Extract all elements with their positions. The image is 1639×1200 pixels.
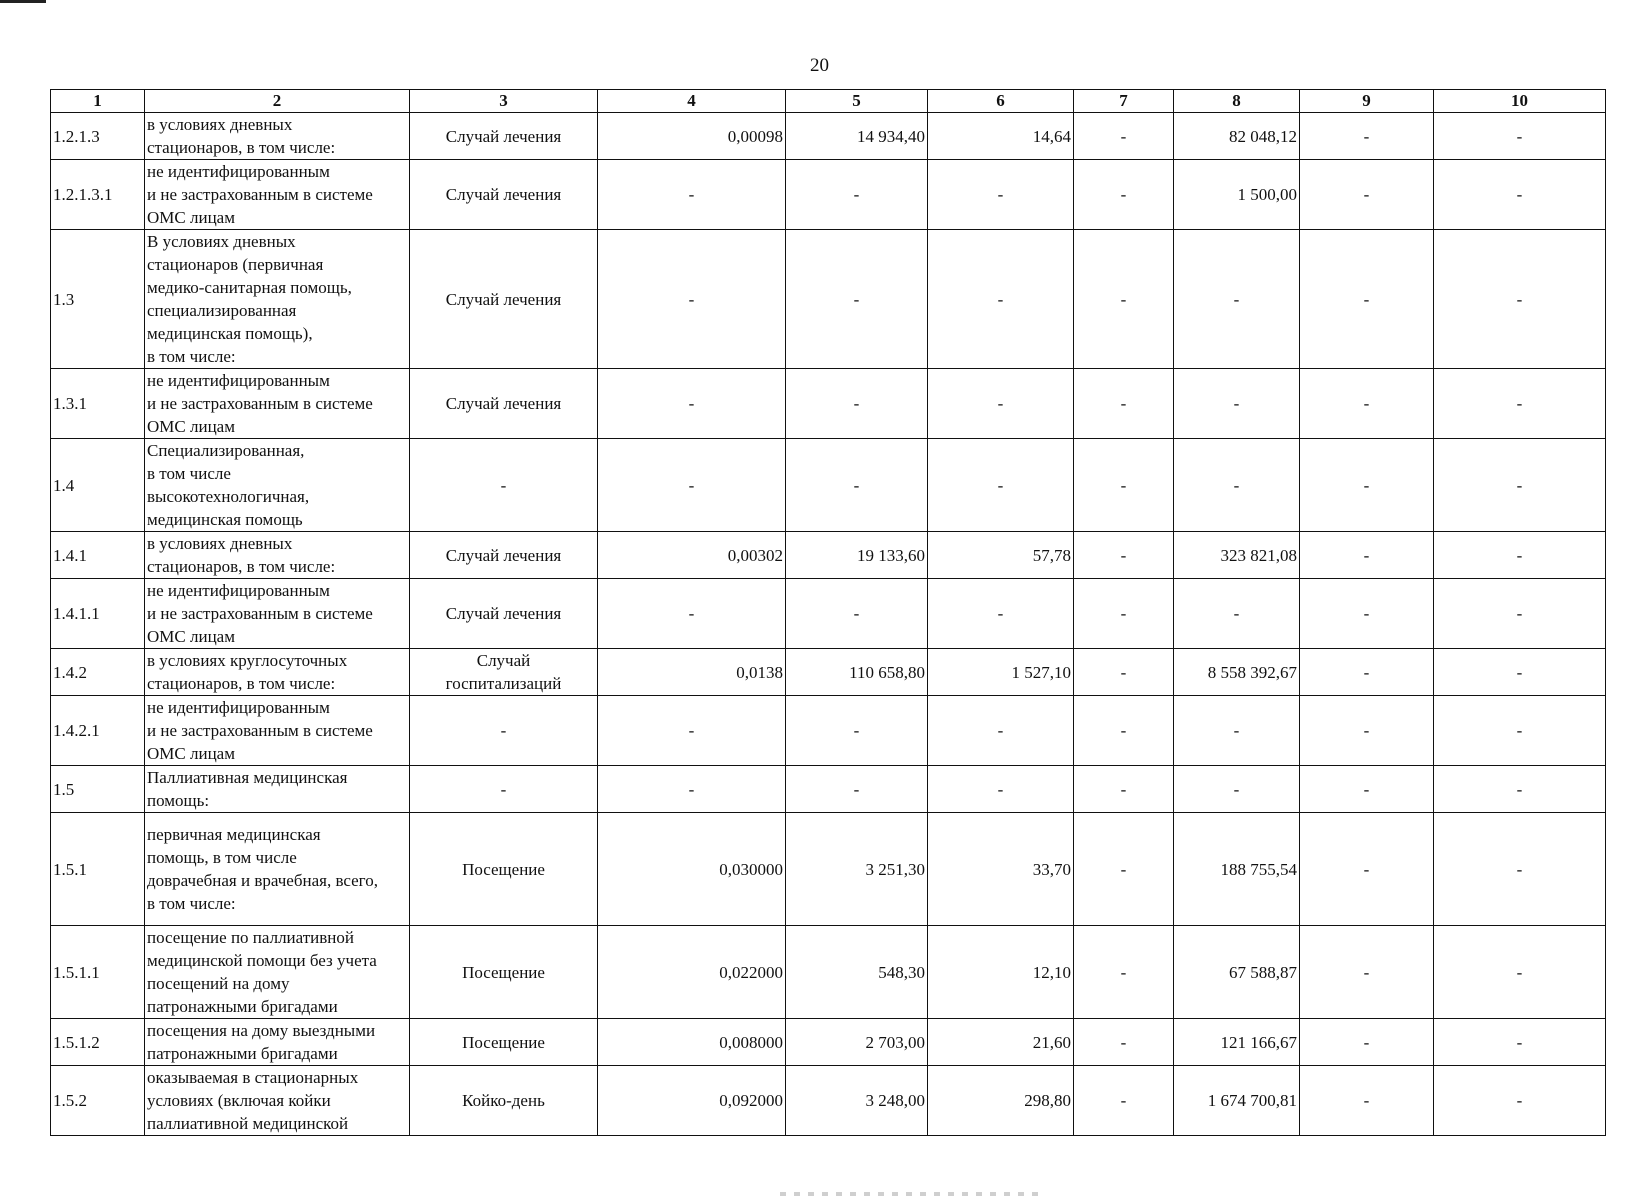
cell-unit: Случай лечения	[410, 160, 598, 230]
cell-c7: -	[1074, 926, 1174, 1019]
cell-c7: -	[1074, 766, 1174, 813]
cell-code: 1.4.2.1	[51, 696, 145, 766]
cell-c9: -	[1300, 1019, 1434, 1066]
cell-c6: -	[928, 579, 1074, 649]
cell-c5: -	[786, 439, 928, 532]
cell-c7: -	[1074, 1066, 1174, 1136]
cell-code: 1.5.2	[51, 1066, 145, 1136]
data-table	[50, 89, 1606, 1136]
cell-c4: 0,030000	[598, 813, 786, 926]
cell-c9: -	[1300, 439, 1434, 532]
table-row	[51, 649, 1606, 696]
cell-c8: -	[1174, 696, 1300, 766]
cell-c5: -	[786, 579, 928, 649]
cell-c4: -	[598, 160, 786, 230]
cell-name: Паллиативная медицинская помощь:	[145, 766, 410, 813]
cell-c10: -	[1434, 160, 1606, 230]
cell-name: посещения на дому выездными патронажными бригадами	[145, 1019, 410, 1066]
cell-c4: -	[598, 579, 786, 649]
cell-c6: -	[928, 230, 1074, 369]
cell-c9: -	[1300, 649, 1434, 696]
cell-c4: -	[598, 369, 786, 439]
cell-c7: -	[1074, 369, 1174, 439]
cell-c10: -	[1434, 766, 1606, 813]
cell-code: 1.2.1.3.1	[51, 160, 145, 230]
cell-c7: -	[1074, 160, 1174, 230]
table-row	[51, 926, 1606, 1019]
cell-name: первичная медицинская помощь, в том числе доврачебная и врачебная, всего, в том числе:	[145, 813, 410, 926]
cell-c4: -	[598, 696, 786, 766]
table-row	[51, 579, 1606, 649]
cell-c6: 12,10	[928, 926, 1074, 1019]
cell-c10: -	[1434, 1066, 1606, 1136]
cell-c6: 21,60	[928, 1019, 1074, 1066]
cell-c7: -	[1074, 813, 1174, 926]
cell-c6: 14,64	[928, 113, 1074, 160]
cell-c9: -	[1300, 160, 1434, 230]
cell-c6: -	[928, 696, 1074, 766]
cell-c8: 121 166,67	[1174, 1019, 1300, 1066]
cell-c8: -	[1174, 439, 1300, 532]
cell-code: 1.5.1.2	[51, 1019, 145, 1066]
cell-name: не идентифицированным и не застрахованным в системе ОМС лицам	[145, 160, 410, 230]
table-row	[51, 1019, 1606, 1066]
cell-c6: -	[928, 160, 1074, 230]
cell-c4: -	[598, 439, 786, 532]
cell-c9: -	[1300, 1066, 1434, 1136]
cell-code: 1.5.1.1	[51, 926, 145, 1019]
cell-c10: -	[1434, 926, 1606, 1019]
cell-c7: -	[1074, 230, 1174, 369]
cell-c10: -	[1434, 696, 1606, 766]
table-row	[51, 813, 1606, 926]
cell-unit: Случай госпитализаций	[410, 649, 598, 696]
cell-c8: 67 588,87	[1174, 926, 1300, 1019]
cell-c8: 188 755,54	[1174, 813, 1300, 926]
cell-c6: 33,70	[928, 813, 1074, 926]
cell-c8: 82 048,12	[1174, 113, 1300, 160]
cell-unit: Случай лечения	[410, 230, 598, 369]
column-header-5: 5	[786, 90, 928, 113]
cell-c9: -	[1300, 696, 1434, 766]
table-row	[51, 532, 1606, 579]
cell-code: 1.4.2	[51, 649, 145, 696]
cell-c8: 1 674 700,81	[1174, 1066, 1300, 1136]
cell-name: не идентифицированным и не застрахованным в системе ОМС лицам	[145, 579, 410, 649]
cell-c10: -	[1434, 230, 1606, 369]
cell-name: В условиях дневных стационаров (первичная медико-санитарная помощь, специализированная медицинская помощь), в том числе:	[145, 230, 410, 369]
column-header-6: 6	[928, 90, 1074, 113]
cell-code: 1.5.1	[51, 813, 145, 926]
cell-c7: -	[1074, 1019, 1174, 1066]
cell-c10: -	[1434, 369, 1606, 439]
cell-c9: -	[1300, 766, 1434, 813]
cell-c7: -	[1074, 113, 1174, 160]
cell-c5: 2 703,00	[786, 1019, 928, 1066]
cell-unit: Посещение	[410, 926, 598, 1019]
cell-c5: 19 133,60	[786, 532, 928, 579]
cell-c4: -	[598, 230, 786, 369]
cell-c7: -	[1074, 579, 1174, 649]
cell-c10: -	[1434, 532, 1606, 579]
column-header-4: 4	[598, 90, 786, 113]
cell-c10: -	[1434, 579, 1606, 649]
cell-c6: 298,80	[928, 1066, 1074, 1136]
cell-c6: -	[928, 439, 1074, 532]
cell-c5: -	[786, 160, 928, 230]
cell-c5: 548,30	[786, 926, 928, 1019]
cell-unit: Посещение	[410, 1019, 598, 1066]
cell-code: 1.2.1.3	[51, 113, 145, 160]
cell-unit: Случай лечения	[410, 532, 598, 579]
cell-c6: 1 527,10	[928, 649, 1074, 696]
column-header-8: 8	[1174, 90, 1300, 113]
cell-c9: -	[1300, 926, 1434, 1019]
cell-name: в условиях дневных стационаров, в том числе:	[145, 113, 410, 160]
cell-c4: 0,00302	[598, 532, 786, 579]
cell-c5: -	[786, 696, 928, 766]
cell-c8: -	[1174, 369, 1300, 439]
cell-unit: -	[410, 696, 598, 766]
cell-unit: Случай лечения	[410, 113, 598, 160]
cell-c4: 0,022000	[598, 926, 786, 1019]
cell-c8: -	[1174, 230, 1300, 369]
cell-code: 1.3	[51, 230, 145, 369]
cell-code: 1.3.1	[51, 369, 145, 439]
cell-c9: -	[1300, 532, 1434, 579]
cell-c4: 0,0138	[598, 649, 786, 696]
cell-code: 1.4.1.1	[51, 579, 145, 649]
cell-c4: 0,00098	[598, 113, 786, 160]
cell-c5: 110 658,80	[786, 649, 928, 696]
cell-c8: 8 558 392,67	[1174, 649, 1300, 696]
cell-c7: -	[1074, 532, 1174, 579]
table-body	[51, 113, 1606, 1136]
cell-c7: -	[1074, 696, 1174, 766]
cell-c8: 323 821,08	[1174, 532, 1300, 579]
cell-c10: -	[1434, 1019, 1606, 1066]
column-header-2: 2	[145, 90, 410, 113]
scan-smudge	[780, 1192, 1040, 1196]
cell-code: 1.4.1	[51, 532, 145, 579]
cell-unit: Случай лечения	[410, 369, 598, 439]
cell-name: не идентифицированным и не застрахованным в системе ОМС лицам	[145, 369, 410, 439]
cell-c9: -	[1300, 113, 1434, 160]
cell-c4: 0,092000	[598, 1066, 786, 1136]
cell-name: посещение по паллиативной медицинской помощи без учета посещений на дому патронажными бригадами	[145, 926, 410, 1019]
column-header-7: 7	[1074, 90, 1174, 113]
table-row	[51, 369, 1606, 439]
cell-c5: 3 251,30	[786, 813, 928, 926]
cell-c10: -	[1434, 649, 1606, 696]
cell-c9: -	[1300, 813, 1434, 926]
table-row	[51, 1066, 1606, 1136]
cell-c6: 57,78	[928, 532, 1074, 579]
cell-c4: -	[598, 766, 786, 813]
cell-name: Специализированная, в том числе высокотехнологичная, медицинская помощь	[145, 439, 410, 532]
cell-c8: -	[1174, 766, 1300, 813]
page-number: 20	[810, 55, 829, 76]
cell-unit: Койко-день	[410, 1066, 598, 1136]
cell-c10: -	[1434, 113, 1606, 160]
cell-c5: -	[786, 230, 928, 369]
column-header-9: 9	[1300, 90, 1434, 113]
table-row	[51, 160, 1606, 230]
cell-unit: Посещение	[410, 813, 598, 926]
cell-c5: 3 248,00	[786, 1066, 928, 1136]
column-header-10: 10	[1434, 90, 1606, 113]
cell-name: в условиях дневных стационаров, в том числе:	[145, 532, 410, 579]
cell-c9: -	[1300, 579, 1434, 649]
corner-scan-mark	[0, 0, 46, 3]
cell-c10: -	[1434, 439, 1606, 532]
table-row	[51, 696, 1606, 766]
table-row	[51, 439, 1606, 532]
table-row	[51, 766, 1606, 813]
cell-name: не идентифицированным и не застрахованным в системе ОМС лицам	[145, 696, 410, 766]
cell-name: оказываемая в стационарных условиях (включая койки паллиативной медицинской	[145, 1066, 410, 1136]
cell-c7: -	[1074, 439, 1174, 532]
cell-c8: -	[1174, 579, 1300, 649]
cell-code: 1.5	[51, 766, 145, 813]
cell-c6: -	[928, 766, 1074, 813]
cell-c10: -	[1434, 813, 1606, 926]
cell-code: 1.4	[51, 439, 145, 532]
cell-c5: 14 934,40	[786, 113, 928, 160]
cell-c4: 0,008000	[598, 1019, 786, 1066]
cell-c6: -	[928, 369, 1074, 439]
column-header-3: 3	[410, 90, 598, 113]
cell-name: в условиях круглосуточных стационаров, в том числе:	[145, 649, 410, 696]
cell-unit: Случай лечения	[410, 579, 598, 649]
cell-c8: 1 500,00	[1174, 160, 1300, 230]
column-header-1: 1	[51, 90, 145, 113]
cell-unit: -	[410, 439, 598, 532]
cell-unit: -	[410, 766, 598, 813]
cell-c9: -	[1300, 230, 1434, 369]
cell-c9: -	[1300, 369, 1434, 439]
table-row	[51, 230, 1606, 369]
cell-c5: -	[786, 369, 928, 439]
header-row	[51, 90, 1606, 113]
cell-c7: -	[1074, 649, 1174, 696]
cell-c5: -	[786, 766, 928, 813]
table-row	[51, 113, 1606, 160]
